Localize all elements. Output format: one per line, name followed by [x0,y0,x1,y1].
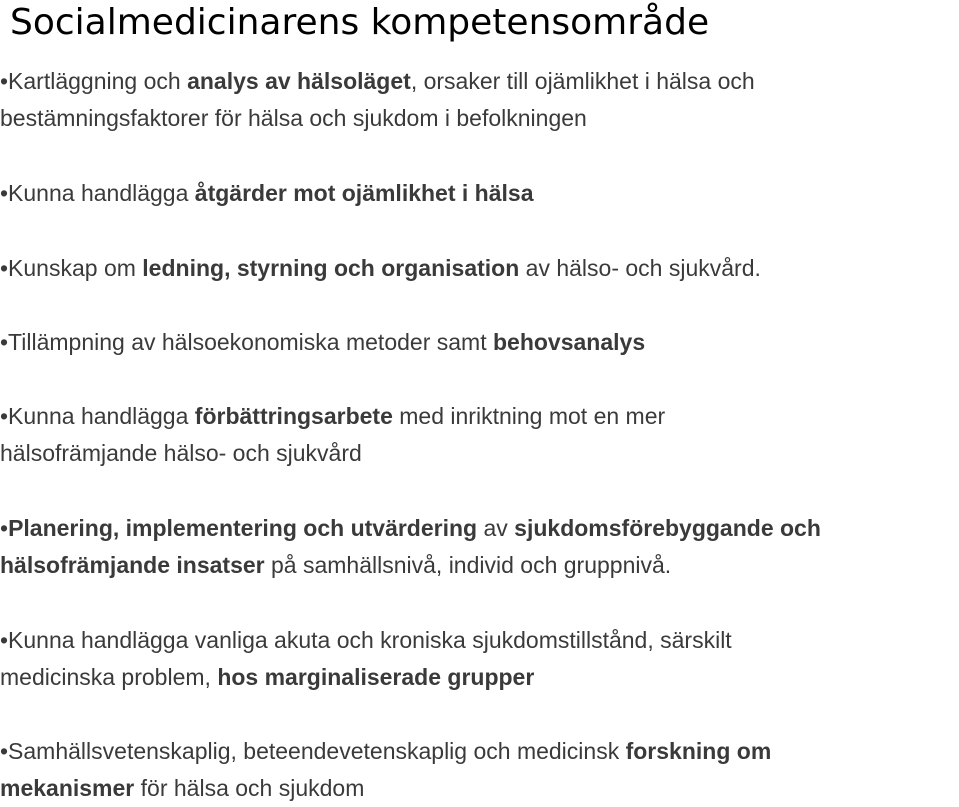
text-segment: •Kunna handlägga [0,180,195,206]
bold-text: förbättringsarbete [194,403,393,429]
text-segment: av hälso- och sjukvård. [519,255,761,281]
bold-text: behovsanalys [492,329,646,355]
bullet-line [0,324,959,361]
text-segment: •Kunskap om [0,255,143,281]
bullet-item-planning [0,510,959,584]
text-segment: • [0,515,9,541]
bullet-item-improvement-work [0,398,959,472]
bullet-line [0,547,959,584]
bold-text: hos marginaliserade grupper [217,664,535,690]
text-segment: med inriktning mot en mer [392,403,666,429]
bullet-line [0,659,959,696]
bold-text: analys av hälsoläget [187,68,411,94]
bullet-item-inequality-measures [0,175,959,212]
bullet-line [0,398,959,435]
bullet-item-health-analysis [0,63,959,137]
bold-text: sjukdomsförebyggande och [514,515,821,541]
text-segment: på samhällsnivå, individ och gruppnivå. [264,552,672,578]
bullet-line [0,622,959,659]
text-segment: bestämningsfaktorer för hälsa och sjukdom i befolkningen [0,105,587,131]
bold-text: forskning om [625,738,772,764]
bullet-line [0,63,959,100]
bullet-item-acute-chronic [0,622,959,696]
bold-text: mekanismer [0,775,135,801]
bullet-item-health-economics [0,324,959,361]
bold-text: åtgärder mot ojämlikhet i hälsa [194,180,534,206]
bold-text: hälsofrämjande insatser [0,552,265,578]
text-segment: •Samhällsvetenskaplig, beteendevetenskaplig och medicinsk [0,738,626,764]
text-segment: av [477,515,515,541]
text-segment: medicinska problem, [0,664,218,690]
bullet-line [0,733,959,770]
bullet-item-research [0,733,959,807]
page-title: Socialmedicinarens kompetensområde [10,2,710,43]
bullet-line [0,770,959,807]
bullet-line [0,250,959,287]
bullet-item-leadership [0,250,959,287]
text-segment: för hälsa och sjukdom [134,775,365,801]
text-segment: •Kartläggning och [0,68,188,94]
text-segment: •Kunna handlägga vanliga akuta och kroniska sjukdomstillstånd, särskilt [0,627,732,653]
bold-text: Planering, implementering och utvärdering [8,515,478,541]
text-segment: •Tillämpning av hälsoekonomiska metoder samt [0,329,493,355]
bullet-line [0,100,959,137]
text-segment: , orsaker till ojämlikhet i hälsa och [410,68,755,94]
bullet-line [0,435,959,472]
text-segment: •Kunna handlägga [0,403,195,429]
bullet-line [0,175,959,212]
text-segment: hälsofrämjande hälso- och sjukvård [0,440,362,466]
bold-text: ledning, styrning och organisation [142,255,520,281]
bullet-line [0,510,959,547]
